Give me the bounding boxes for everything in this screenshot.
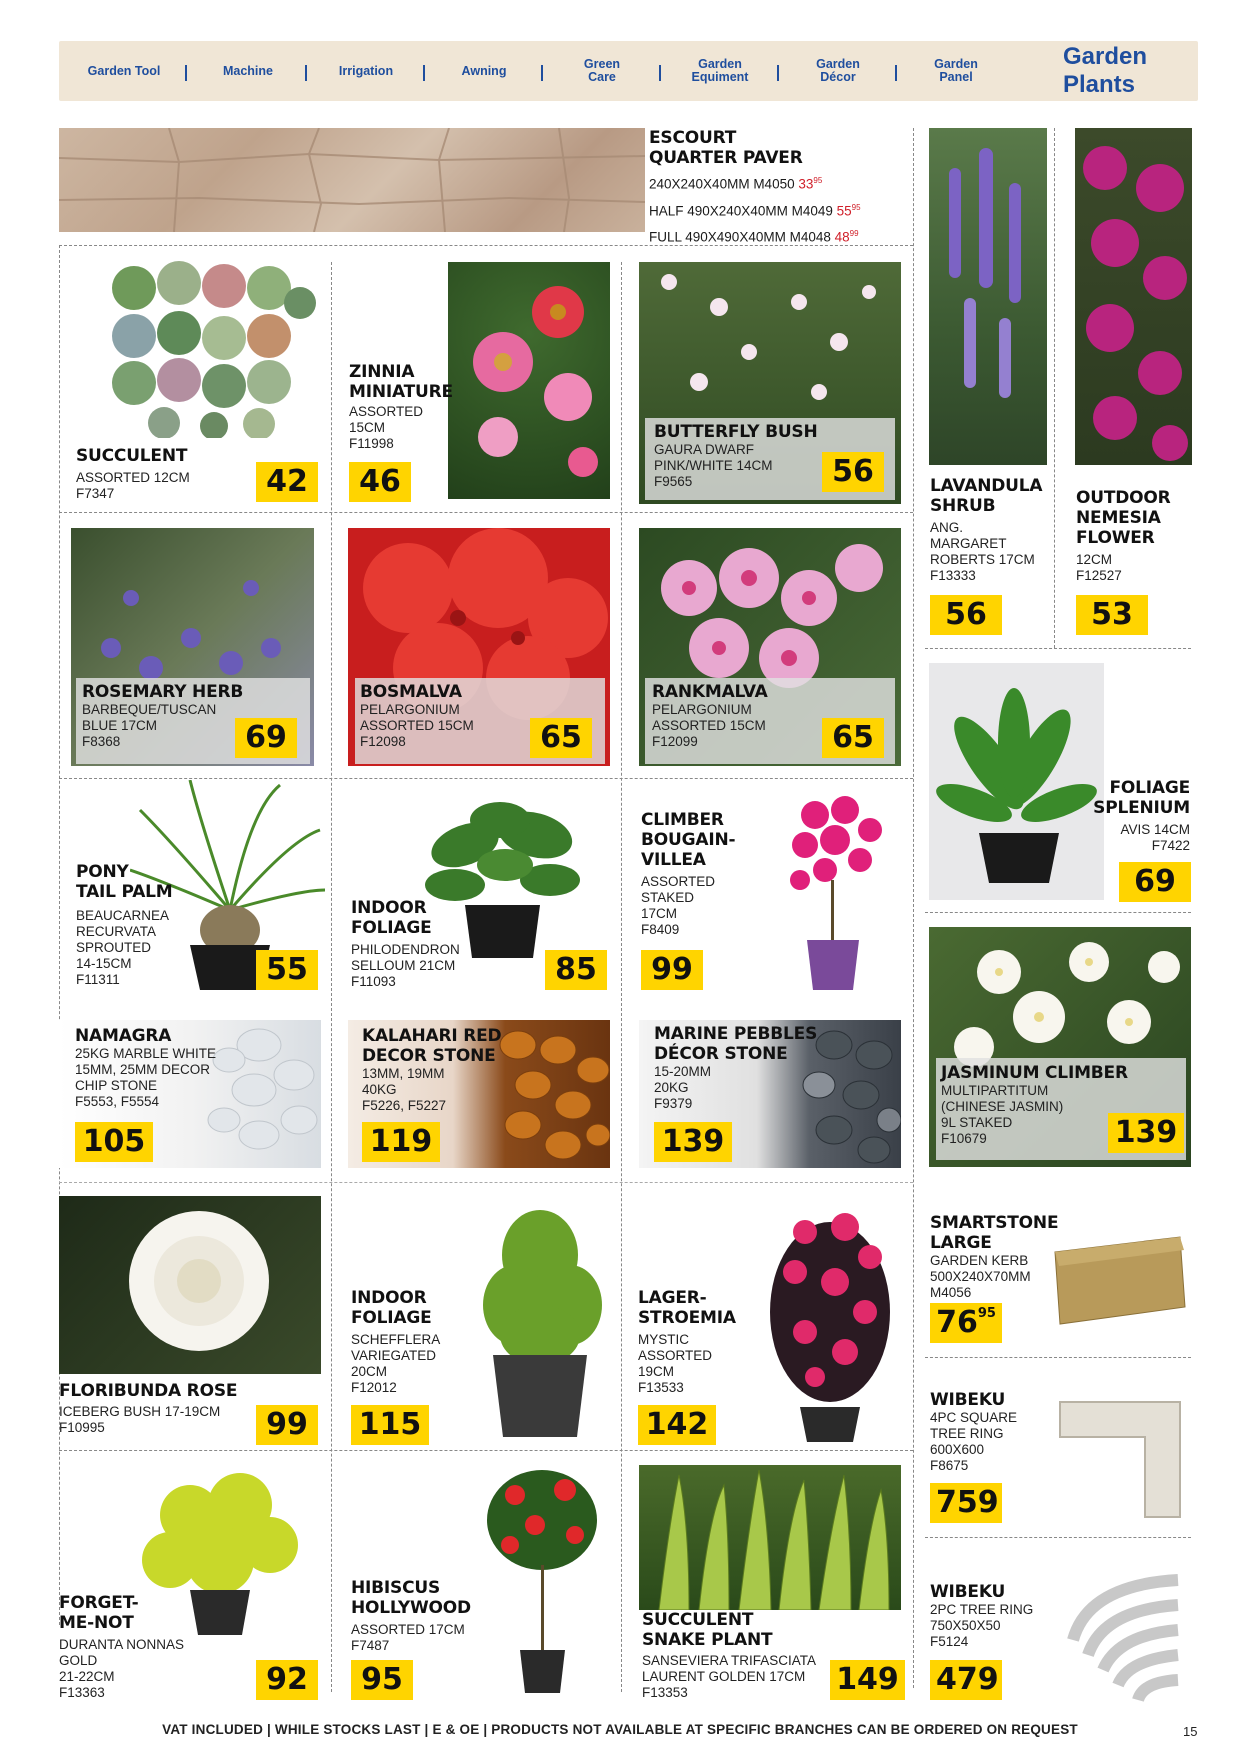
product-name: SNAKE PLANT [642, 1630, 773, 1650]
product-code: F12098 [360, 734, 406, 749]
nav-garden-tool[interactable]: Garden Tool [87, 63, 161, 78]
product-desc: GARDEN KERB [930, 1253, 1029, 1268]
product-desc: GOLD [59, 1653, 98, 1668]
product-desc: CHIP STONE [75, 1078, 158, 1093]
price-tag: 95 [351, 1660, 413, 1700]
lagerstroemia-info [638, 1288, 736, 1396]
rankmalva-info [652, 682, 768, 750]
product-desc: 15-20MM [654, 1064, 712, 1079]
product-desc: MARGARET [930, 536, 1007, 551]
divider [925, 648, 1191, 649]
schefflera-photo [475, 1205, 605, 1437]
product-code: F10679 [941, 1131, 987, 1146]
price-tag: 53 [1076, 595, 1148, 635]
price-tag: 56 [930, 595, 1002, 635]
product-name: HOLLYWOOD [351, 1598, 471, 1618]
product-desc: ASSORTED 15CM [360, 718, 474, 733]
divider [1054, 128, 1055, 648]
product-desc: TREE RING [930, 1426, 1004, 1441]
price-tag: 142 [638, 1405, 716, 1445]
product-name: BOSMALVA [360, 682, 462, 702]
product-desc: ROBERTS 17CM [930, 552, 1035, 567]
product-desc: ASSORTED 15CM [652, 718, 766, 733]
paver-size-quarter: 240X240X40MM M4050 $33^{95}$ [649, 176, 823, 192]
product-name: KALAHARI RED [362, 1026, 502, 1046]
price-tag: 69 [1119, 862, 1191, 902]
product-desc: ICEBERG BUSH 17-19CM [59, 1404, 221, 1419]
divider [925, 912, 1191, 913]
product-desc: ASSORTED [641, 874, 716, 889]
product-desc: MULTIPARTITUM [941, 1083, 1049, 1098]
rose-photo [59, 1196, 321, 1374]
product-name: NAMAGRA [75, 1026, 172, 1046]
rose-info [59, 1381, 237, 1436]
product-code: F9379 [654, 1096, 693, 1111]
succulent-info [76, 446, 190, 502]
product-desc: SCHEFFLERA [351, 1332, 441, 1347]
product-desc: ASSORTED [349, 404, 424, 419]
nemesia-info [1076, 488, 1171, 584]
butterfly-bush-info [654, 422, 818, 490]
nav-garden-decor[interactable]: Garden Décor [816, 57, 860, 84]
namagra-info [75, 1026, 216, 1110]
divider [331, 262, 332, 1692]
snake-plant-photo [639, 1465, 901, 1610]
product-code: F7347 [76, 486, 115, 501]
product-desc: ASSORTED 17CM [351, 1622, 465, 1637]
product-desc: ASSORTED [638, 1348, 713, 1363]
divider [913, 128, 914, 1688]
product-name: LARGE [930, 1233, 992, 1253]
paver-size-full: FULL 490X490X40MM M4048 $48^{99}$ [649, 229, 859, 245]
product-desc: 15MM, 25MM DECOR [75, 1062, 211, 1077]
product-name: ZINNIA [349, 362, 415, 382]
price-tag: 479 [930, 1660, 1002, 1700]
product-code: F9565 [654, 474, 693, 489]
product-desc: SANSEVIERA TRIFASCIATA [642, 1653, 817, 1668]
product-code: F13363 [59, 1685, 105, 1700]
kalahari-info [362, 1026, 501, 1114]
product-desc: 4PC SQUARE [930, 1410, 1018, 1425]
product-name: WIBEKU [930, 1582, 1006, 1602]
product-code: F8409 [641, 922, 680, 937]
paver-photo [59, 128, 645, 232]
forgetmenot-info [59, 1593, 138, 1633]
divider [925, 1537, 1191, 1538]
product-desc: DURANTA NONNAS [59, 1637, 185, 1652]
rosemary-info [82, 682, 243, 750]
divider [59, 245, 913, 246]
product-code: F10995 [59, 1420, 105, 1435]
lavandula-photo [929, 128, 1047, 465]
wibeku-ring-photo [1048, 1560, 1190, 1708]
product-desc: AVIS 14CM [1120, 822, 1190, 837]
product-code: F5226, F5227 [362, 1098, 447, 1113]
product-desc: 9L STAKED [941, 1115, 1013, 1130]
lagerstroemia-photo [755, 1202, 905, 1442]
product-name: ME-NOT [59, 1613, 134, 1633]
product-name: HIBISCUS [351, 1578, 441, 1598]
smartstone-info [930, 1213, 1058, 1301]
page-number: 15 [1183, 1724, 1198, 1739]
nav-irrigation[interactable]: Irrigation [338, 63, 394, 78]
product-desc: BLUE 17CM [82, 718, 158, 733]
product-code: F12012 [351, 1380, 397, 1395]
price-tag: 85 [545, 950, 607, 990]
price-tag: 99 [256, 1405, 318, 1445]
price-tag: 105 [75, 1122, 153, 1162]
divider [621, 262, 622, 1692]
paver-size-half: HALF 490X240X40MM M4049 $55^{95}$ [649, 202, 861, 218]
product-desc: 21-22CM [59, 1669, 115, 1684]
product-code: F13533 [638, 1380, 684, 1395]
product-name: FLOWER [1076, 528, 1155, 548]
nemesia-photo [1075, 128, 1192, 465]
product-desc: 12CM [1076, 552, 1113, 567]
product-name: DÉCOR STONE [654, 1044, 788, 1064]
jasminum-info [941, 1063, 1128, 1147]
product-desc: 40KG [362, 1082, 397, 1097]
price-tag: 119 [362, 1122, 440, 1162]
product-name: FOLIAGE [351, 918, 432, 938]
product-name: ROSEMARY HERB [82, 682, 244, 702]
smartstone-photo [1050, 1232, 1190, 1327]
product-code: F5124 [930, 1634, 969, 1649]
price-tag: 149 [830, 1660, 905, 1700]
product-name: NEMESIA [1076, 508, 1161, 528]
price-tag: 65 [822, 718, 884, 758]
product-desc: 17CM [641, 906, 678, 921]
nav-awning[interactable]: Awning [461, 63, 507, 78]
product-code: F8675 [930, 1458, 969, 1473]
wibeku-square-photo [1050, 1382, 1190, 1522]
product-name: VILLEA [641, 850, 706, 870]
product-name: PONY [76, 862, 129, 882]
product-desc: 600X600 [930, 1442, 985, 1457]
product-desc: 19CM [638, 1364, 675, 1379]
nav-garden-panel[interactable]: Garden Panel [934, 57, 978, 84]
bougainvillea-info [641, 810, 735, 938]
product-name: LAGER- [638, 1288, 707, 1308]
price-tag: 115 [351, 1405, 429, 1445]
bougainvillea-photo [775, 790, 890, 992]
product-name: SHRUB [930, 496, 996, 516]
hibiscus-photo [475, 1465, 610, 1695]
price-tag: 42 [256, 462, 318, 502]
product-name: INDOOR [351, 1288, 427, 1308]
product-desc: LAURENT GOLDEN 17CM [642, 1669, 806, 1684]
nav-title-garden-plants[interactable]: Garden Plants [1063, 43, 1148, 98]
product-desc: 750X50X50 [930, 1618, 1001, 1633]
divider [59, 1182, 913, 1183]
product-desc: BARBEQUE/TUSCAN [82, 702, 217, 717]
divider [59, 1450, 913, 1451]
marine-pebbles-info [654, 1024, 817, 1112]
product-desc: RECURVATA [76, 924, 157, 939]
schefflera-info [351, 1288, 440, 1396]
nav-garden-equiment[interactable]: Garden Equiment [691, 57, 749, 84]
product-code: F12527 [1076, 568, 1122, 583]
price-tag: 55 [256, 950, 318, 990]
price-tag: $76^{95}$ [930, 1303, 1002, 1343]
ponytail-info [76, 862, 173, 988]
product-code: F11998 [349, 436, 394, 451]
product-desc: PHILODENDRON [351, 942, 460, 957]
hibiscus-info [351, 1578, 471, 1654]
product-name: SUCCULENT [76, 446, 188, 466]
divider [59, 512, 913, 513]
product-desc: 20KG [654, 1080, 689, 1095]
product-name: WIBEKU [930, 1390, 1006, 1410]
product-name: OUTDOOR [1076, 488, 1171, 508]
product-desc: 2PC TREE RING [930, 1602, 1034, 1617]
wibeku-square-info [930, 1390, 1017, 1474]
product-name: FOLIAGE [1109, 778, 1190, 798]
product-desc: ASSORTED 12CM [76, 470, 190, 485]
product-name: MARINE PEBBLES [654, 1024, 818, 1044]
product-name: MINIATURE [349, 382, 453, 402]
product-desc: PELARGONIUM [652, 702, 752, 717]
succulent-photo [104, 258, 316, 438]
product-code: F13353 [642, 1685, 688, 1700]
product-name: BOUGAIN- [641, 830, 736, 850]
product-name: FLORIBUNDA ROSE [59, 1381, 238, 1401]
product-desc: 25KG MARBLE WHITE [75, 1046, 217, 1061]
product-name: FORGET- [59, 1593, 139, 1613]
product-desc: 13MM, 19MM [362, 1066, 445, 1081]
category-nav [59, 41, 1198, 101]
nav-machine[interactable]: Machine [222, 63, 273, 78]
product-code: F5553, F5554 [75, 1094, 160, 1109]
product-desc: GAURA DWARF [654, 442, 755, 457]
product-desc: MYSTIC [638, 1332, 690, 1347]
paver-name: ESCOURT QUARTER PAVER [649, 128, 803, 168]
product-desc: 14-15CM [76, 956, 132, 971]
price-tag: 759 [930, 1483, 1002, 1523]
product-desc: VARIEGATED [351, 1348, 437, 1363]
paver-info [649, 128, 861, 249]
product-name: SMARTSTONE [930, 1213, 1059, 1233]
product-desc: ANG. [930, 520, 964, 535]
nav-green-care[interactable]: Green Care [583, 57, 621, 84]
product-code: F12099 [652, 734, 698, 749]
price-tag: 139 [1108, 1113, 1184, 1153]
product-name: CLIMBER [641, 810, 724, 830]
price-tag: 56 [822, 452, 884, 492]
product-desc: 15CM [349, 420, 386, 435]
forgetmenot-desc [59, 1637, 184, 1701]
price-tag: 69 [235, 718, 297, 758]
product-desc: SELLOUM 21CM [351, 958, 456, 973]
forgetmenot-photo [130, 1465, 305, 1640]
product-desc: PELARGONIUM [360, 702, 460, 717]
product-name: SUCCULENT [642, 1610, 754, 1630]
product-name: DECOR STONE [362, 1046, 496, 1066]
product-name: TAIL PALM [76, 882, 173, 902]
price-tag: 92 [256, 1660, 318, 1700]
product-code: F11311 [76, 972, 120, 987]
product-code: F13333 [930, 568, 976, 583]
price-tag: 46 [349, 462, 411, 502]
product-code: F7422 [1151, 838, 1190, 853]
splenium-info [1000, 778, 1190, 854]
product-desc: SPROUTED [76, 940, 152, 955]
product-desc: STAKED [641, 890, 695, 905]
price-tag: 65 [530, 718, 592, 758]
product-name: SPLENIUM [1093, 798, 1190, 818]
nav-divider [185, 65, 187, 81]
product-desc: PINK/WHITE 14CM [654, 458, 773, 473]
lavandula-info [930, 476, 1042, 584]
product-name: JASMINUM CLIMBER [941, 1063, 1128, 1083]
product-code: M4056 [930, 1285, 972, 1300]
product-name: BUTTERFLY BUSH [654, 422, 818, 442]
snake-plant-info [642, 1610, 816, 1701]
price-tag: 99 [641, 950, 703, 990]
product-name: INDOOR [351, 898, 427, 918]
divider [59, 778, 913, 779]
product-desc: 500X240X70MM [930, 1269, 1031, 1284]
product-desc: BEAUCARNEA [76, 908, 170, 923]
product-name: FOLIAGE [351, 1308, 432, 1328]
bosmalva-info [360, 682, 474, 750]
product-code: F7487 [351, 1638, 390, 1653]
product-desc: 20CM [351, 1364, 388, 1379]
footer-disclaimer: VAT INCLUDED | WHILE STOCKS LAST | E & OE | PRODUCTS NOT AVAILABLE AT SPECIFIC BRANCHES CAN BE ORDERED ON REQUEST [162, 1722, 1078, 1737]
philodendron-info [351, 898, 460, 990]
product-desc: (CHINESE JASMIN) [941, 1099, 1064, 1114]
price-tag: 139 [654, 1122, 732, 1162]
product-code: F8368 [82, 734, 121, 749]
product-name: STROEMIA [638, 1308, 736, 1328]
divider [925, 1357, 1191, 1358]
wibeku-ring-info [930, 1582, 1033, 1650]
product-name: LAVANDULA [930, 476, 1043, 496]
product-code: F11093 [351, 974, 396, 989]
product-name: RANKMALVA [652, 682, 768, 702]
zinnia-photo [448, 262, 610, 499]
zinnia-info [349, 362, 453, 452]
